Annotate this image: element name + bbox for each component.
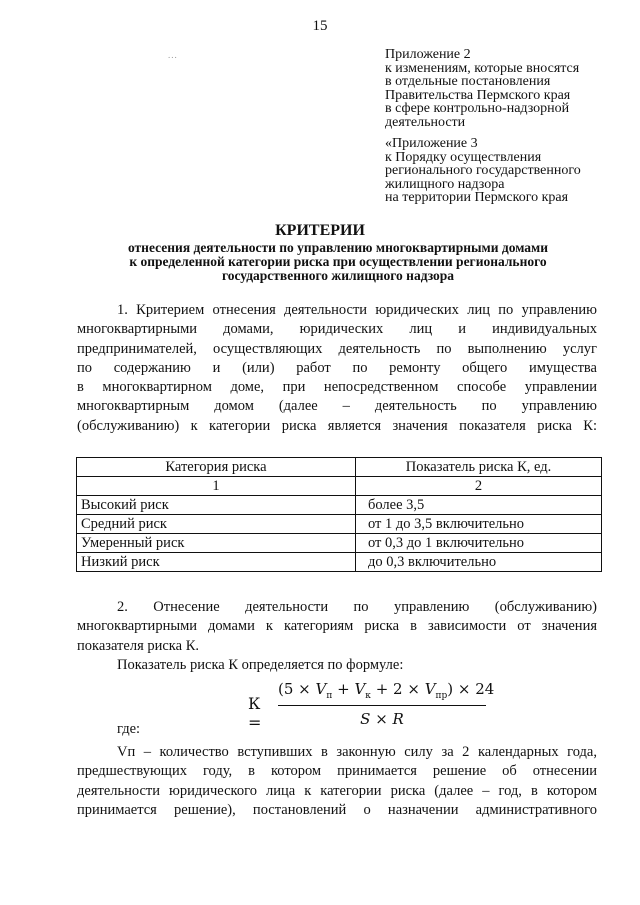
table-cell: Высокий риск [77, 496, 356, 515]
fraction-bar [278, 705, 486, 706]
table-cell: Средний риск [77, 515, 356, 534]
table-row [77, 534, 602, 553]
formula-intro [77, 656, 597, 675]
appendix-2-line: к изменениям, которые вносятся [385, 60, 580, 76]
page-number: 15 [312, 18, 328, 34]
document-subtitle [70, 241, 606, 283]
subtitle-line: государственного жилищного надзора [221, 268, 455, 283]
paragraph-line: (обслуживанию) к категории риска является значения показателя риска К: [77, 417, 597, 434]
paragraph-line: по содержанию и (или) работ по ремонту общего имущества [77, 359, 597, 376]
appendix-3-line: регионального государственного [385, 163, 581, 178]
formula-text: (5 × [278, 680, 316, 698]
paragraph-line: 1. Критерием отнесения деятельности юридических лиц по управлению [117, 302, 597, 318]
table-header-cell: Категория риска [77, 458, 356, 477]
formula-text: + [332, 680, 355, 698]
formula-var: V [354, 680, 366, 698]
where-label-block [77, 720, 597, 739]
decorative-dots: ... [168, 50, 178, 60]
paragraph-2 [77, 598, 597, 656]
formula-text: ) × 24 [447, 680, 495, 698]
table-row [77, 496, 602, 515]
paragraph-line: в многоквартирном доме, при непосредственном способе управлении [77, 379, 597, 396]
paragraph-line: деятельности юридического лица к категории риска (далее – год, в котором [77, 782, 597, 799]
paragraph-3 [77, 743, 597, 820]
formula-sub: пр [435, 691, 448, 701]
formula-denominator: S × R [360, 710, 404, 728]
table-header-cell: Показатель риска К, ед. [356, 458, 602, 477]
table-cell: от 1 до 3,5 включительно [356, 515, 602, 534]
appendix-3-line: к Порядку осуществления [385, 149, 542, 165]
table-number-row [77, 477, 602, 496]
table-cell: Низкий риск [77, 553, 356, 572]
table-cell: от 0,3 до 1 включительно [356, 534, 602, 553]
formula-text: + 2 × [370, 680, 425, 698]
appendix-3-line: жилищного надзора [385, 176, 505, 192]
where-label: где: [117, 721, 141, 737]
document-title: КРИТЕРИИ [275, 222, 365, 239]
formula-sub: к [365, 691, 371, 701]
paragraph-line: многоквартирными домами к категориям риска в зависимости от значения [77, 618, 597, 635]
subtitle-line: отнесения деятельности по управлению многоквартирными домами [127, 240, 549, 255]
paragraph-line: Vп – количество вступивших в законную силу за 2 календарных года, [117, 744, 597, 760]
subtitle-line: к определенной категории риска при осуществлении регионального [129, 254, 547, 269]
appendix-2-line: Приложение 2 [385, 47, 471, 62]
appendix-2-line: деятельности [385, 114, 466, 130]
table-row [77, 553, 602, 572]
paragraph-line: показателя риска К. [77, 637, 199, 654]
paragraph-line: многоквартирным домом (далее – деятельность по управлению [77, 398, 597, 415]
appendix-3-header [385, 137, 581, 205]
appendix-2-header [385, 48, 579, 129]
paragraph-line: предшествующих году, в котором принимается решение об отнесении [77, 763, 597, 780]
appendix-3-line: «Приложение 3 [385, 136, 478, 151]
table-header-row [77, 458, 602, 477]
formula-numerator [278, 680, 495, 701]
appendix-2-line: Правительства Пермского края [385, 87, 571, 103]
paragraph-line: многоквартирными домами, юридических лиц и индивидуальных [77, 321, 597, 338]
formula-intro-text: Показатель риска К определяется по формуле: [117, 657, 404, 673]
appendix-3-line: на территории Пермского края [385, 190, 569, 205]
formula-var: V [424, 680, 436, 698]
formula-lhs: К = [248, 694, 262, 732]
table-number-cell: 2 [356, 477, 602, 496]
paragraph-line: предпринимателей, осуществляющих деятельность по выполнению услуг [77, 340, 597, 357]
risk-category-table [76, 457, 602, 572]
paragraph-1 [77, 301, 597, 436]
paragraph-line: 2. Отнесение деятельности по управлению (обслуживанию) [117, 599, 597, 615]
table-cell: более 3,5 [356, 496, 602, 515]
table-cell: Умеренный риск [77, 534, 356, 553]
paragraph-line: принимается решение), постановлений о назначении административного [77, 801, 597, 818]
table-cell: до 0,3 включительно [356, 553, 602, 572]
table-row [77, 515, 602, 534]
formula-var: V [315, 680, 327, 698]
formula-sub: п [326, 691, 333, 701]
appendix-2-line: в отдельные постановления [385, 74, 551, 89]
appendix-2-line: в сфере контрольно-надзорной [385, 101, 570, 116]
table-number-cell: 1 [77, 477, 356, 496]
